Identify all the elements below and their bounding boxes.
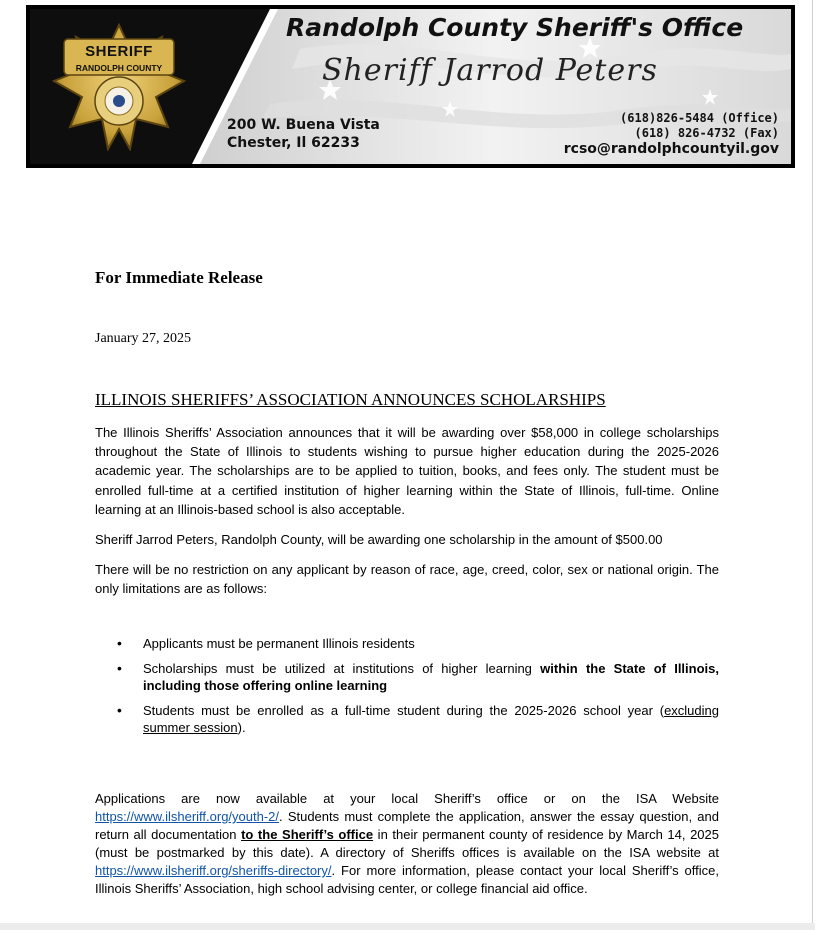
letterhead-banner — [26, 5, 795, 168]
address-line-1: 200 W. Buena Vista — [227, 117, 380, 133]
contact-email: rcso@randolphcountyil.gov — [563, 141, 779, 157]
list-item-bold-text: within the State of Illinois, including those offering online learning — [143, 661, 719, 693]
list-item-text: Students must be enrolled as a full-time student during the 2025-2026 school year ( — [143, 703, 665, 718]
address-line-2: Chester, Il 62233 — [227, 135, 360, 151]
badge-county: RANDOLPH COUNTY — [75, 63, 163, 73]
office-title: Randolph County Sheriff's Office — [286, 13, 744, 42]
list-item — [95, 635, 719, 652]
applications-emphasis: to the Sheriff’s office — [241, 827, 374, 842]
sheriff-badge-icon — [50, 23, 188, 151]
sheriffs-directory-link[interactable]: https://www.ilsheriff.org/sheriffs-directory/ — [95, 863, 332, 878]
list-item — [95, 702, 719, 736]
list-item-underline-text: excluding summer session — [143, 703, 719, 735]
page-bottom-band — [0, 923, 815, 930]
sheriff-signature: Sheriff Jarrod Peters — [322, 53, 658, 88]
paragraph-applications — [95, 790, 719, 898]
applications-text-4: . For more information, please contact your local Sheriff’s office, Illinois Sheriffs’ Association, high school advising center, or college financial aid office. — [95, 863, 719, 896]
badge-title: SHERIFF — [85, 43, 153, 60]
list-item-text: Applicants must be permanent Illinois residents — [143, 636, 415, 651]
paragraph-intro: The Illinois Sheriffs’ Association announces that it will be awarding over $58,000 in college scholarships throughout the State of Illinois to students wishing to pursue higher education during the 2025-2026 academic year. The scholarships are to be applied to tuition, books, and fees only. The student must be enrolled full-time at a certified institution of higher learning within the State of Illinois, full-time. Online learning at an Illinois-based school is also acceptable. — [95, 425, 719, 517]
applications-text-3: in their permanent county of residence by March 14, 2025 (must be postmarked by this date). A directory of Sheriffs offices is available on the ISA website at — [95, 827, 719, 860]
release-date: January 27, 2025 — [95, 331, 192, 346]
page-edge-rule — [812, 0, 813, 930]
headline: ILLINOIS SHERIFFS’ ASSOCIATION ANNOUNCES SCHOLARSHIPS — [95, 390, 606, 409]
youth-program-link[interactable]: https://www.ilsheriff.org/youth-2/ — [95, 809, 280, 824]
paragraph-restrictions: There will be no restriction on any applicant by reason of race, age, creed, color, sex or national origin. The only limitations are as follows: — [95, 562, 719, 597]
limitations-list — [95, 635, 719, 744]
list-item-text: Scholarships must be utilized at institutions of higher learning — [143, 661, 541, 676]
paragraph-award: Sheriff Jarrod Peters, Randolph County, will be awarding one scholarship in the amount of $500.00 — [95, 532, 663, 547]
list-item — [95, 660, 719, 694]
release-label: For Immediate Release — [95, 268, 263, 287]
applications-text-2: . Students must complete the application, answer the essay question, and return all documentation — [95, 809, 719, 842]
phone-fax: (618) 826-4732 (Fax) — [634, 126, 779, 140]
list-item-text-end: ). — [237, 720, 246, 735]
applications-text-1: Applications are now available at your local Sheriff’s office or on the ISA Website — [95, 791, 719, 806]
letterhead-inner — [30, 9, 791, 164]
phone-office: (618)826-5484 (Office) — [620, 111, 779, 125]
